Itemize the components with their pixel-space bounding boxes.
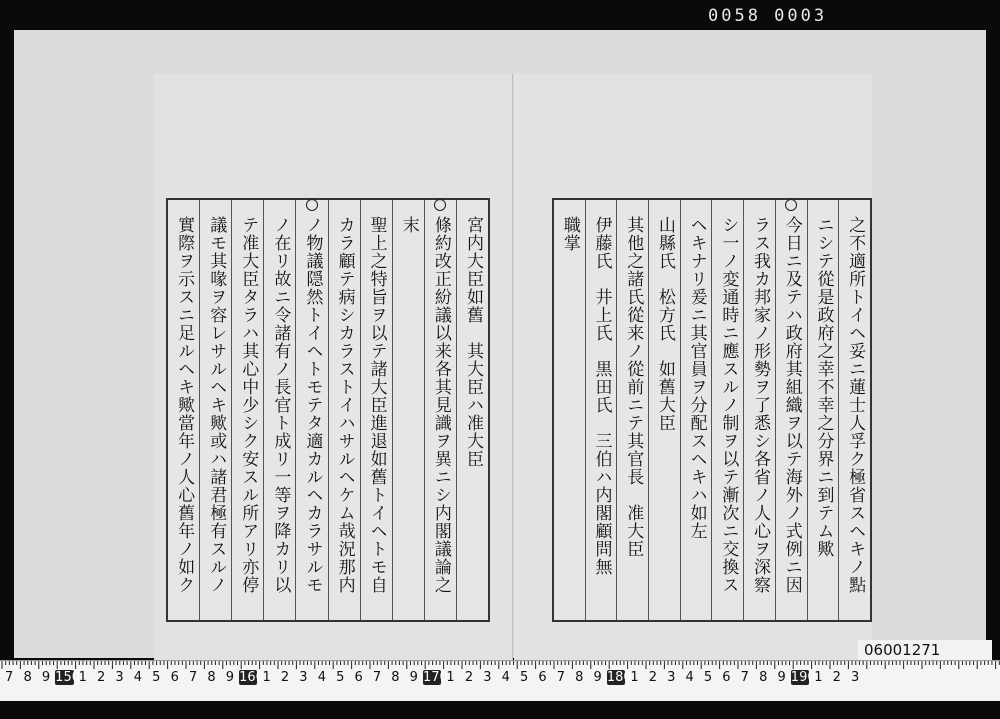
ruler-label: 6 — [170, 670, 179, 685]
text-column — [424, 200, 456, 620]
ruler-label: 6 — [538, 670, 547, 685]
text-column — [328, 200, 360, 620]
column-text: 今日ニ及テハ政府其組織ヲ以テ海外ノ式例ニ因 — [781, 216, 802, 594]
text-column — [585, 200, 617, 620]
ruler-label: 190 — [790, 670, 816, 685]
ruler-label: 1 — [78, 670, 87, 685]
scan-mount — [14, 30, 986, 658]
ruler-label: 7 — [372, 670, 382, 685]
ruler-label: 1 — [446, 670, 455, 685]
ruler-label: 9 — [41, 670, 51, 685]
ruler-label: 1 — [814, 670, 823, 685]
ruler-labels — [0, 670, 864, 685]
ruler-label: 9 — [777, 670, 786, 685]
circle-mark-icon — [434, 199, 446, 211]
ruler-label: 3 — [851, 670, 860, 685]
ruler-label: 2 — [648, 670, 657, 685]
column-text: シ一ノ変通時ニ應スルノ制ヲ以テ漸次ニ交換ス — [718, 216, 739, 594]
ruler-label: 2 — [97, 670, 106, 685]
text-column — [838, 200, 870, 620]
column-text: テ准大臣タラハ其心中少シク安スル所アリ亦停 — [238, 216, 259, 594]
ruler-label: 6 — [722, 670, 731, 685]
text-column — [711, 200, 743, 620]
column-text: ノ物議隠然トイヘトモテタ適カルヘカラサルモ — [302, 216, 323, 594]
text-column — [648, 200, 680, 620]
circle-mark-icon — [785, 199, 797, 211]
right-page-text-grid — [552, 198, 872, 622]
circle-mark-icon — [306, 199, 318, 211]
ruler-label: 170 — [422, 670, 448, 685]
ruler-label: 7 — [188, 670, 198, 685]
text-column — [554, 200, 585, 620]
column-text: 聖上之特旨ヲ以テ諸大臣進退如舊トイヘトモ自 — [366, 216, 387, 594]
ruler-label: 8 — [23, 670, 32, 685]
text-column — [680, 200, 712, 620]
text-column — [743, 200, 775, 620]
ruler-label: 2 — [832, 670, 841, 685]
ruler-label: 8 — [759, 670, 768, 685]
column-text: ニシテ從是政府之幸不幸之分界ニ到テム歟 — [813, 216, 834, 558]
text-column — [231, 200, 263, 620]
ruler-label: 1 — [262, 670, 271, 685]
column-text: 職掌 — [559, 216, 580, 252]
text-column — [168, 200, 199, 620]
text-column — [360, 200, 392, 620]
ruler-label: 1 — [630, 670, 639, 685]
ruler-label: 2 — [464, 670, 474, 685]
ruler-label: 180 — [606, 670, 632, 685]
text-column — [807, 200, 839, 620]
text-column — [295, 200, 327, 620]
column-text: 議モ其喙ヲ容レサルヘキ歟或ハ諸君極有スルノ — [206, 216, 227, 594]
column-text: ラス我カ邦家ノ形勢ヲ了悉シ各省ノ人心ヲ深察 — [750, 216, 771, 594]
ruler-label: 150 — [55, 670, 80, 685]
film-frame-number: 0058 0003 — [708, 6, 828, 26]
text-column — [616, 200, 648, 620]
column-text: カラ顧テ病シカラストイハサルヘケム哉況那内 — [334, 216, 355, 594]
ruler-label: 7 — [5, 670, 14, 685]
ruler-label: 9 — [409, 670, 418, 685]
ruler-label: 3 — [483, 670, 492, 685]
column-text: 其他之諸氏從来ノ從前ニテ其官長 准大臣 — [623, 216, 644, 558]
measurement-ruler — [0, 660, 1000, 701]
ruler-label: 9 — [225, 670, 235, 685]
text-column — [392, 200, 424, 620]
text-column — [199, 200, 231, 620]
column-text: 伊藤氏 井上氏 黒田氏 三伯ハ内閣顧問無 — [591, 216, 612, 576]
ruler-label: 5 — [703, 670, 713, 685]
text-column — [775, 200, 807, 620]
ruler-label: 5 — [336, 670, 345, 685]
ruler-label: 2 — [280, 670, 290, 685]
ruler-label: 5 — [152, 670, 161, 685]
column-text: ヘキナリ爰ニ其官員ヲ分配スヘキハ如左 — [686, 216, 707, 540]
ruler-label: 8 — [575, 670, 584, 685]
ruler-label: 8 — [391, 670, 400, 685]
text-column — [263, 200, 295, 620]
ruler-label: 5 — [519, 670, 529, 685]
ruler-label: 7 — [556, 670, 566, 685]
column-text: 宮内大臣如舊 其大臣ハ准大臣 — [462, 216, 483, 468]
column-text: 末 — [398, 216, 419, 234]
left-page-text-grid — [166, 198, 490, 622]
column-text: 實際ヲ示スニ足ルヘキ歟當年ノ人心舊年ノ如ク — [174, 216, 195, 594]
ruler-label: 6 — [354, 670, 363, 685]
left-page — [154, 74, 513, 669]
column-text: 山縣氏 松方氏 如舊大臣 — [654, 216, 675, 432]
ruler-label: 3 — [115, 670, 124, 685]
ruler-label: 3 — [299, 670, 308, 685]
column-text: 之不適所トイヘ妥ニ蓮士人孚ク極省スヘキノ點 — [845, 216, 866, 594]
ruler-label: 8 — [207, 670, 216, 685]
column-text: ノ在リ故ニ令諸有ノ長官ト成リ一等ヲ降カリ以 — [270, 216, 291, 594]
column-text: 條約改正紛議以来各其見識ヲ異ニシ内閣議論之 — [430, 216, 451, 594]
text-column — [456, 200, 488, 620]
ruler-label: 4 — [685, 670, 694, 685]
ruler-label: 4 — [317, 670, 326, 685]
archive-reference-number: 06001271 — [858, 640, 992, 660]
right-page — [514, 74, 872, 669]
ruler-label: 4 — [133, 670, 143, 685]
ruler-label: 4 — [501, 670, 510, 685]
ruler-label: 7 — [740, 670, 749, 685]
ruler-label: 3 — [667, 670, 676, 685]
ruler-label: 9 — [593, 670, 602, 685]
ruler-label: 160 — [239, 670, 264, 685]
